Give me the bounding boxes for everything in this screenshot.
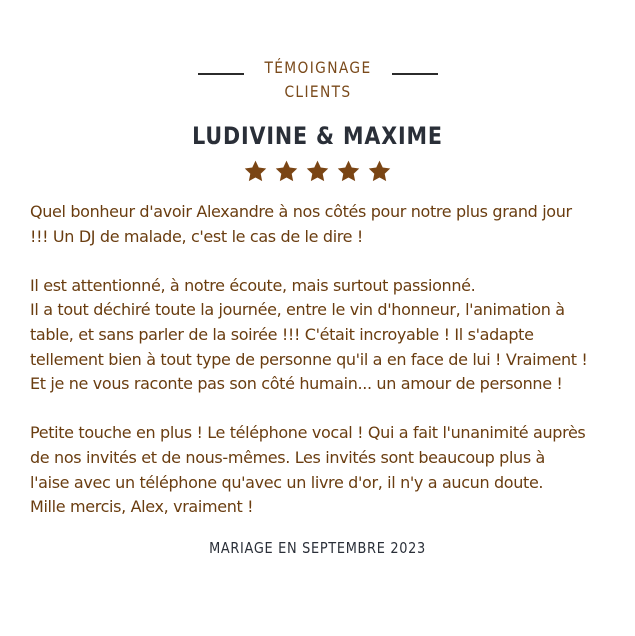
event-caption: MARIAGE EN SEPTEMBRE 2023 bbox=[209, 539, 426, 557]
testimonial-line: de nos invités et de nous-mêmes. Les invités sont beaucoup plus à bbox=[30, 447, 546, 467]
testimonial-paragraph bbox=[30, 200, 630, 249]
testimonial-line: table, et sans parler de la soirée !!! C'était incroyable ! Il s'adapte bbox=[30, 324, 534, 344]
rating-stars bbox=[0, 159, 635, 184]
eyebrow-divider-left bbox=[198, 73, 244, 75]
testimonial-author: LUDIVINE & MAXIME bbox=[192, 122, 443, 150]
star-icon bbox=[305, 159, 330, 184]
star-icon bbox=[274, 159, 299, 184]
eyebrow-divider-right bbox=[392, 73, 438, 75]
star-icon bbox=[367, 159, 392, 184]
section-eyebrow bbox=[0, 56, 635, 104]
testimonial-line: Il est attentionné, à notre écoute, mais surtout passionné. bbox=[30, 275, 476, 295]
testimonial-line: Mille mercis, Alex, vraiment ! bbox=[30, 497, 254, 517]
testimonial-line: Petite touche en plus ! Le téléphone vocal ! Qui a fait l'unanimité auprès bbox=[30, 423, 586, 443]
testimonial-line: l'aise avec un téléphone qu'avec un livre d'or, il n'y a aucun doute. bbox=[30, 472, 544, 492]
testimonial-line: !!! Un DJ de malade, c'est le cas de le dire ! bbox=[30, 226, 363, 246]
testimonial-line: Et je ne vous raconte pas son côté humain... un amour de personne ! bbox=[30, 374, 563, 394]
eyebrow-title: TÉMOIGNAGE CLIENTS bbox=[263, 58, 372, 101]
testimonial-paragraph bbox=[30, 421, 630, 519]
star-icon bbox=[243, 159, 268, 184]
testimonial-line: Il a tout déchiré toute la journée, entre le vin d'honneur, l'animation à bbox=[30, 300, 565, 320]
star-icon bbox=[336, 159, 361, 184]
testimonial-line: Quel bonheur d'avoir Alexandre à nos côtés pour notre plus grand jour bbox=[30, 202, 572, 221]
testimonial-paragraph bbox=[30, 274, 630, 397]
testimonial-line: tellement bien à tout type de personne qu'il a en face de lui ! Vraiment ! bbox=[30, 349, 588, 369]
testimonial-text bbox=[30, 200, 630, 520]
